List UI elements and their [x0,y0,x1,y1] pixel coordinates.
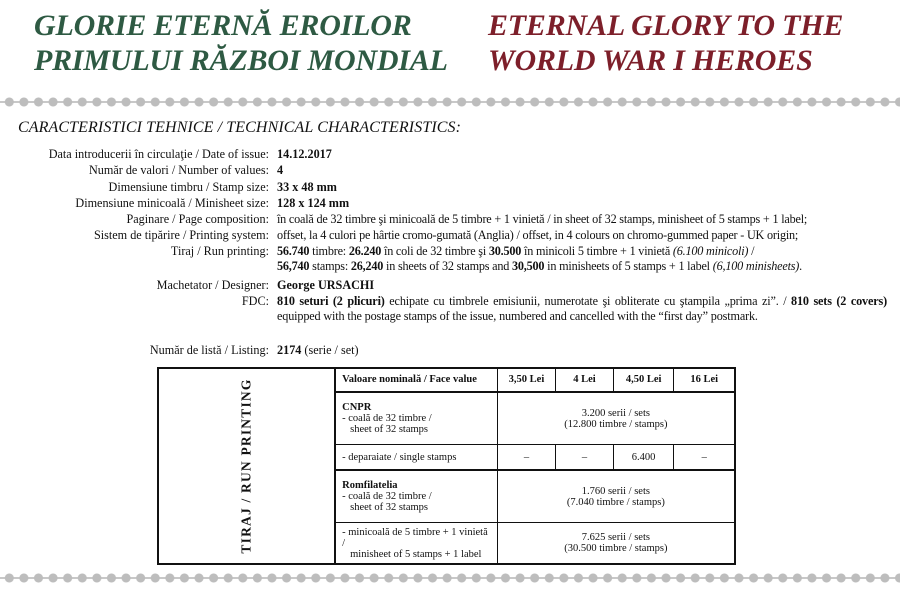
text: stamps: [309,259,351,274]
side-label-cell [158,368,335,564]
value-line1: 7.625 serii / sets [581,532,650,544]
run-printing-ro [277,244,887,259]
row-value [497,470,735,523]
fdc-ro-text: echipate cu timbrele emisiunii, numerotate şi obliterate cu ştampila „prima zi”. / [384,294,787,308]
listing-number: 2174 [277,343,302,357]
total-stamps: 56,740 [277,259,310,274]
fdc-ro-count: 810 seturi (2 plicuri) [277,294,385,308]
spec-value: în coală de 32 timbre şi minicoală de 5 timbre + 1 vinietă / in sheet of 32 stamps, minisheet of 5 stamps + 1 label; [277,212,808,226]
group-name: CNPR [342,402,372,414]
value-line1: 3.200 serii / sets [581,407,650,419]
spec-label: Tiraj / Run printing: [170,244,269,258]
section-heading: CARACTERISTICI TEHNICE / TECHNICAL CHARACTERISTICS: [18,119,462,136]
spec-label: Data introducerii în circulaţie / Date of issue: [48,147,269,161]
face-value-4: 16 Lei [674,368,735,392]
face-value-1: 3,50 Lei [497,368,556,392]
single-value-3: 6.400 [613,445,674,470]
spec-value [277,244,887,274]
text: in sheets of 32 stamps and [383,259,512,274]
row-label-line2: minisheet of 5 stamps + 1 label [350,548,482,560]
minisheet-stamps: 30.500 [488,244,522,258]
row-label-line2: sheet of 32 stamps [350,424,429,436]
total-stamps: 56.740 [277,244,310,258]
text: . [799,259,803,274]
sheet-stamps: 26.240 [348,244,382,258]
perforation-top [0,95,900,109]
run-printing-en [277,259,887,274]
row-label [335,470,497,523]
spec-value: 33 x 48 mm [277,180,337,194]
text: în minicoli 5 timbre + 1 vinietă [521,244,673,258]
title-en-line1: ETERNAL GLORY TO THE [488,9,844,42]
row-label: - deparaiate / single stamps [335,445,497,470]
text: / [748,244,755,258]
spec-label: Număr de valori / Number of values: [88,163,269,177]
title-ro-line2: PRIMULUI RĂZBOI MONDIAL [34,44,448,77]
spec-value: offset, la 4 culori pe hârtie cromo-gumată (Anglia) / offset, in 4 colours on chromo-gummed paper - UK origin; [277,228,799,242]
value-line2: (7.040 timbre / stamps) [566,496,665,508]
title-english [488,8,843,78]
side-label: TIRAJ / RUN PRINTING [238,378,254,554]
sheet-stamps: 26,240 [350,259,384,274]
face-value-3: 4,50 Lei [613,368,674,392]
title-ro-line1: GLORIE ETERNĂ EROILOR [34,9,412,42]
minisheet-count: (6,100 minisheets) [712,259,800,274]
row-value [497,523,735,564]
perforation-bottom [0,571,900,585]
spec-value: 128 x 124 mm [277,196,350,210]
spec-label: Număr de listă / Listing: [149,343,269,357]
text: in minisheets of 5 stamps + 1 label [544,259,713,274]
single-value-4: – [674,445,735,470]
text: timbre: [309,244,349,258]
fdc-en-text: equipped with the postage stamps of the issue, numbered and cancelled with the “first day” postmark. [277,309,758,324]
row-label [335,392,497,445]
group-name: Romfilatelia [342,480,398,491]
row-label [335,523,497,564]
spec-value: 4 [277,163,284,177]
run-printing-table [157,367,736,565]
spec-value [277,294,887,324]
spec-label: Dimensiune timbru / Stamp size: [108,180,269,194]
fdc-en-count: 810 sets (2 covers) [791,294,887,308]
single-value-1: – [497,445,556,470]
spec-label: Paginare / Page composition: [126,212,269,226]
spec-value [277,343,887,358]
minisheet-count: (6.100 minicoli) [672,244,749,258]
spec-value: 14.12.2017 [277,147,332,161]
face-value-2: 4 Lei [556,368,614,392]
row-label-line1: - coală de 32 timbre / [342,413,432,425]
single-value-2: – [556,445,614,470]
spec-label: Sistem de tipărire / Printing system: [93,228,269,242]
row-value [497,392,735,445]
spec-value: George URSACHI [277,278,375,292]
value-line2: (30.500 timbre / stamps) [564,543,668,555]
minisheet-stamps: 30,500 [512,259,545,274]
value-line2: (12.800 timbre / stamps) [564,418,668,430]
row-label-line2: sheet of 32 stamps [350,502,429,513]
listing-suffix: (serie / set) [301,343,359,357]
row-label-line1: - minicoală de 5 timbre + 1 vinietă / [342,526,488,549]
col-header: Valoare nominală / Face value [335,368,497,392]
spec-label: Dimensiune minicoală / Minisheet size: [75,196,269,210]
spec-label: FDC: [241,294,269,308]
title-romanian [34,8,448,78]
title-en-line2: WORLD WAR I HEROES [488,44,813,77]
spec-label: Machetator / Designer: [156,278,269,292]
table-header-row [158,368,735,392]
value-line1: 1.760 serii / sets [581,485,650,497]
row-label-line1: - coală de 32 timbre / [342,491,432,502]
text: în coli de 32 timbre şi [381,244,489,258]
